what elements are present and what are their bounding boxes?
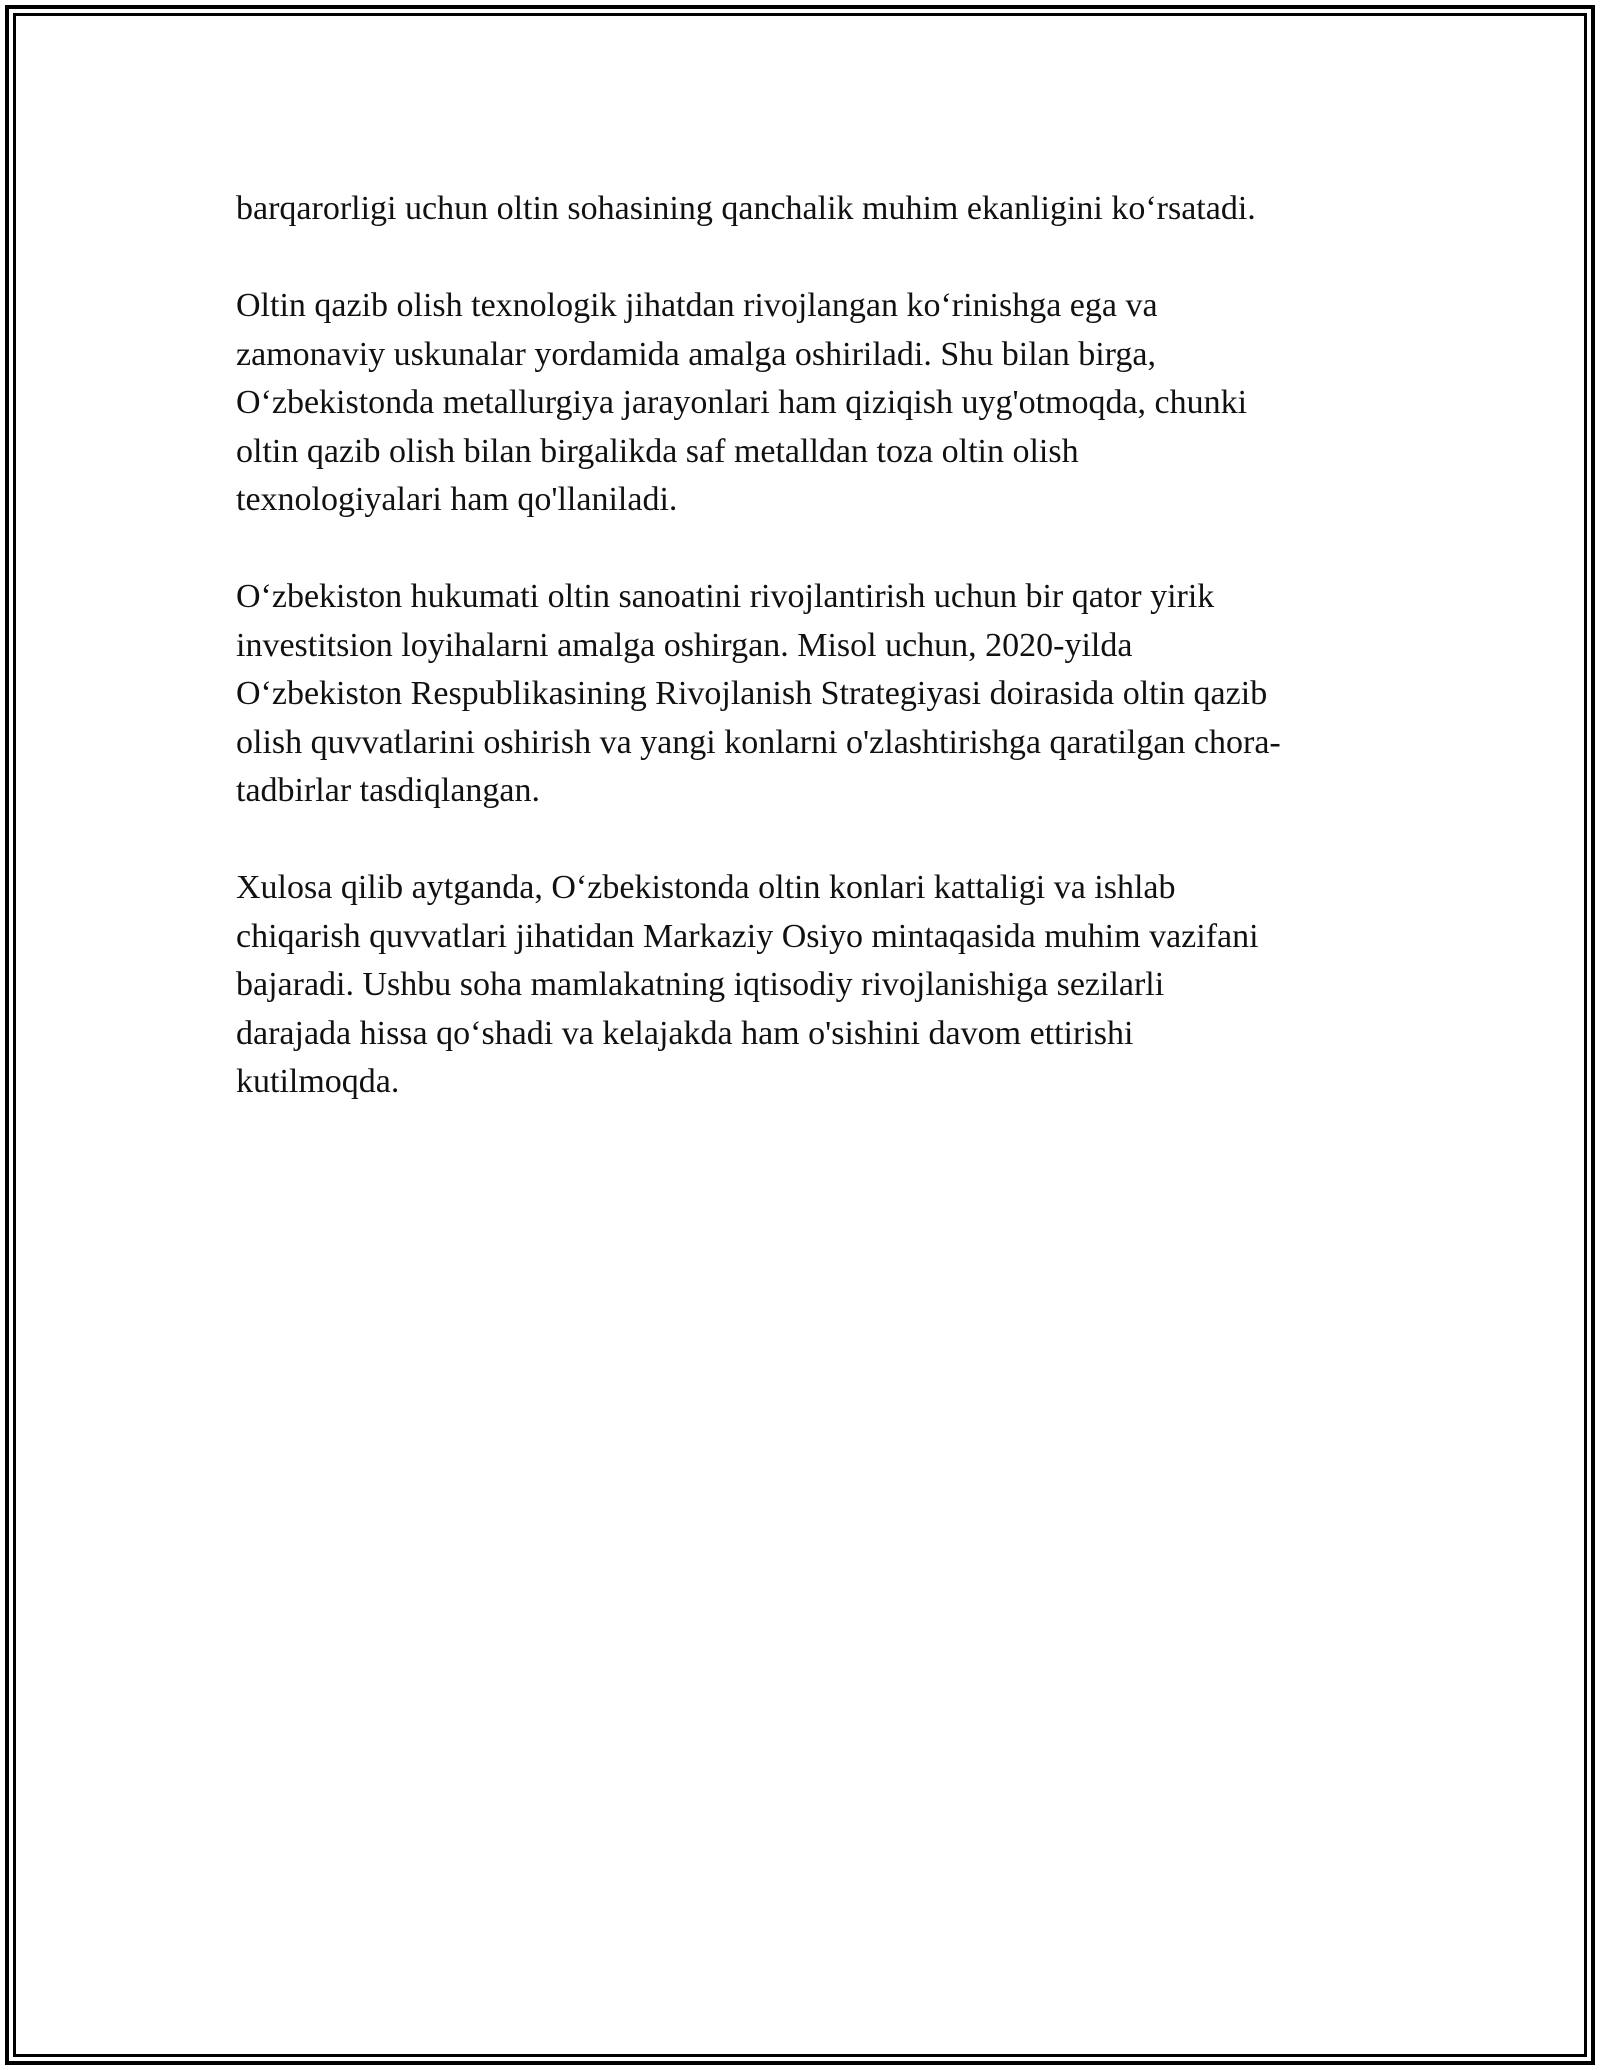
paragraph-government-investment: O‘zbekiston hukumati oltin sanoatini rivojlantirish uchun bir qator yirik investitsion loyihalarni amalga oshirgan. Misol uchun, 2020-yilda O‘zbekiston Respublikasining Rivojlanish Strategiyasi doirasida oltin qazib olish quvvatlarini oshirish va yangi konlarni o'zlashtirishga qaratilgan chora- tadbirlar tasdiqlangan. xyxy=(236,578,1281,809)
document-body xyxy=(236,185,1366,1155)
paragraph-continuation: barqarorligi uchun oltin sohasining qanchalik muhim ekanligini ko‘rsatadi. xyxy=(236,190,1256,227)
paragraph-conclusion: Xulosa qilib aytganda, O‘zbekistonda oltin konlari kattaligi va ishlab chiqarish quvvatlari jihatidan Markaziy Osiyo mintaqasida muhim vazifani bajaradi. Ushbu soha mamlakatning iqtisodiy rivojlanishiga sezilarli darajada hissa qo‘shadi va kelajakda ham o'sishini davom ettirishi kutilmoqda. xyxy=(236,869,1259,1100)
paragraph-gold-mining-technology: Oltin qazib olish texnologik jihatdan rivojlangan ko‘rinishga ega va zamonaviy uskunalar yordamida amalga oshiriladi. Shu bilan birga, O‘zbekistonda metallurgiya jarayonlari ham qiziqish uyg'otmoqda, chunki oltin qazib olish bilan birgalikda saf metalldan toza oltin olish texnologiyalari ham qo'llaniladi. xyxy=(236,287,1248,518)
